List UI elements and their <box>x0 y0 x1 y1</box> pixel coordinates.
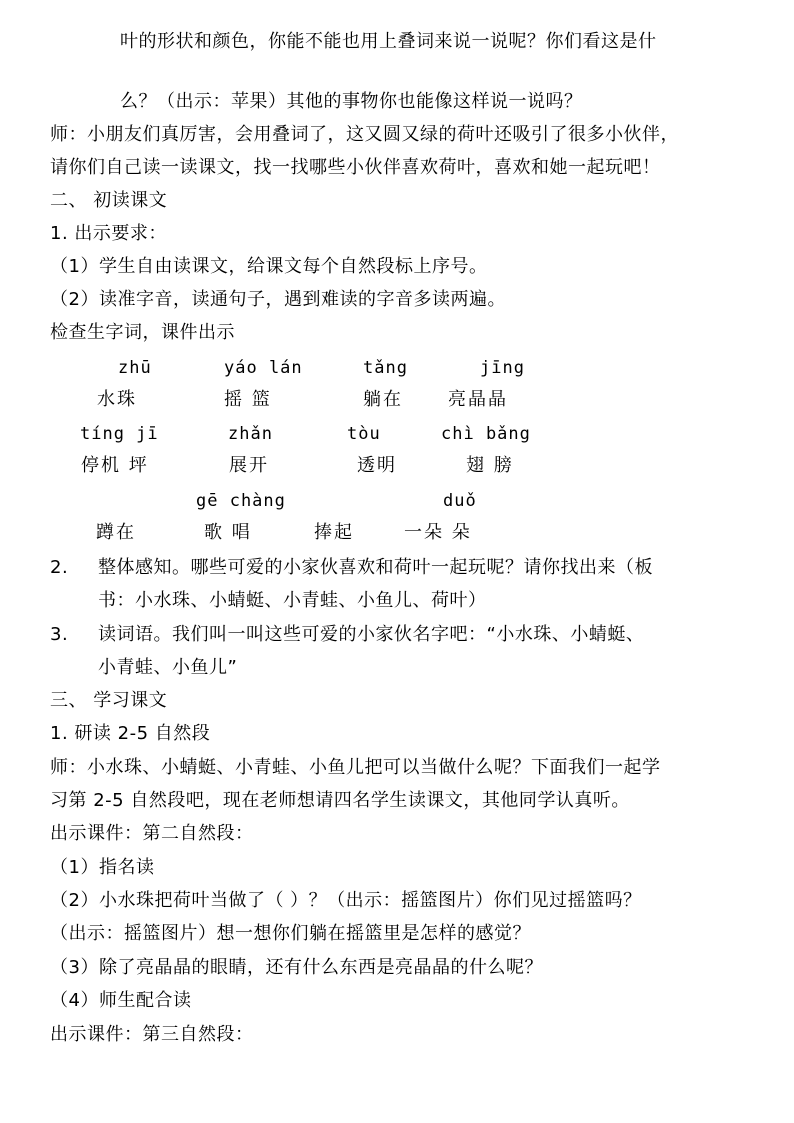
text-line: 1. 研读 2-5 自然段 <box>50 723 211 744</box>
text-line: 检查生字词，课件出示 <box>50 322 235 343</box>
text-line: 师：小朋友们真厉害，会用叠词了，这又圆又绿的荷叶还吸引了很多小伙伴， <box>50 124 679 145</box>
text-line: 么？（出示：苹果）其他的事物你也能像这样说一说吗？ <box>120 91 583 112</box>
list-number: 3. <box>50 624 69 645</box>
text-line: 出示课件：第二自然段： <box>50 823 254 844</box>
vocab-word: 展开 <box>229 455 269 476</box>
text-line: （1）指名读 <box>50 857 155 878</box>
text-line: （出示：摇篮图片）想一想你们躺在摇篮里是怎样的感觉？ <box>50 923 531 944</box>
text-line: 出示课件：第三自然段： <box>50 1024 254 1045</box>
pinyin: zhū <box>118 358 152 378</box>
text-line: 书：小水珠、小蜻蜓、小青蛙、小鱼儿、荷叶） <box>98 590 487 611</box>
text-line: 师：小水珠、小蜻蜓、小青蛙、小鱼儿把可以当做什么呢？下面我们一起学 <box>50 757 661 778</box>
text-line: 1. 出示要求： <box>50 223 167 244</box>
text-line: （2）读准字音，读通句子，遇到难读的字音多读两遍。 <box>50 289 506 310</box>
pinyin: tǎng <box>363 358 408 378</box>
vocab-word: 摇 篮 <box>224 389 272 410</box>
section-heading: 三、 学习课文 <box>50 690 168 711</box>
text-line: 整体感知。哪些可爱的小家伙喜欢和荷叶一起玩呢？请你找出来（板 <box>98 557 653 578</box>
pinyin: duǒ <box>443 491 477 511</box>
text-line: （1）学生自由读课文，给课文每个自然段标上序号。 <box>50 256 488 277</box>
pinyin: chì bǎng <box>441 424 531 444</box>
vocab-word: 捧起 <box>314 522 354 543</box>
pinyin: jīng <box>480 358 525 378</box>
vocab-word: 停机 坪 <box>81 455 149 476</box>
vocab-word: 躺在 <box>363 389 403 410</box>
pinyin: tòu <box>347 424 381 444</box>
pinyin: yáo lán <box>224 358 303 378</box>
section-heading: 二、 初读课文 <box>50 190 168 211</box>
vocab-word: 蹲在 <box>96 522 136 543</box>
pinyin: gē chàng <box>196 491 286 511</box>
text-line: 请你们自己读一读课文，找一找哪些小伙伴喜欢荷叶，喜欢和她一起玩吧！ <box>50 157 661 178</box>
pinyin: zhǎn <box>228 424 273 444</box>
text-line: 读词语。我们叫一叫这些可爱的小家伙名字吧：“小水珠、小蜻蜓、 <box>98 624 645 645</box>
text-line: 小青蛙、小鱼儿” <box>98 657 238 678</box>
vocab-word: 翅 膀 <box>466 455 514 476</box>
pinyin: tíng jī <box>80 424 159 444</box>
text-line: （3）除了亮晶晶的眼睛，还有什么东西是亮晶晶的什么呢？ <box>50 957 543 978</box>
vocab-word: 透明 <box>357 455 397 476</box>
list-number: 2. <box>50 557 69 578</box>
text-line: 习第 2-5 自然段吧，现在老师想请四名学生读课文，其他同学认真听。 <box>50 790 630 811</box>
vocab-word: 一朵 朵 <box>404 522 472 543</box>
vocab-word: 水珠 <box>97 389 137 410</box>
vocab-word: 歌 唱 <box>204 522 252 543</box>
text-line: （2）小水珠把荷叶当做了（ ）？（出示：摇篮图片）你们见过摇篮吗？ <box>50 890 642 911</box>
text-line: 叶的形状和颜色，你能不能也用上叠词来说一说呢？你们看这是什 <box>120 31 657 52</box>
text-line: （4）师生配合读 <box>50 990 192 1011</box>
vocab-word: 亮晶晶 <box>448 389 508 410</box>
